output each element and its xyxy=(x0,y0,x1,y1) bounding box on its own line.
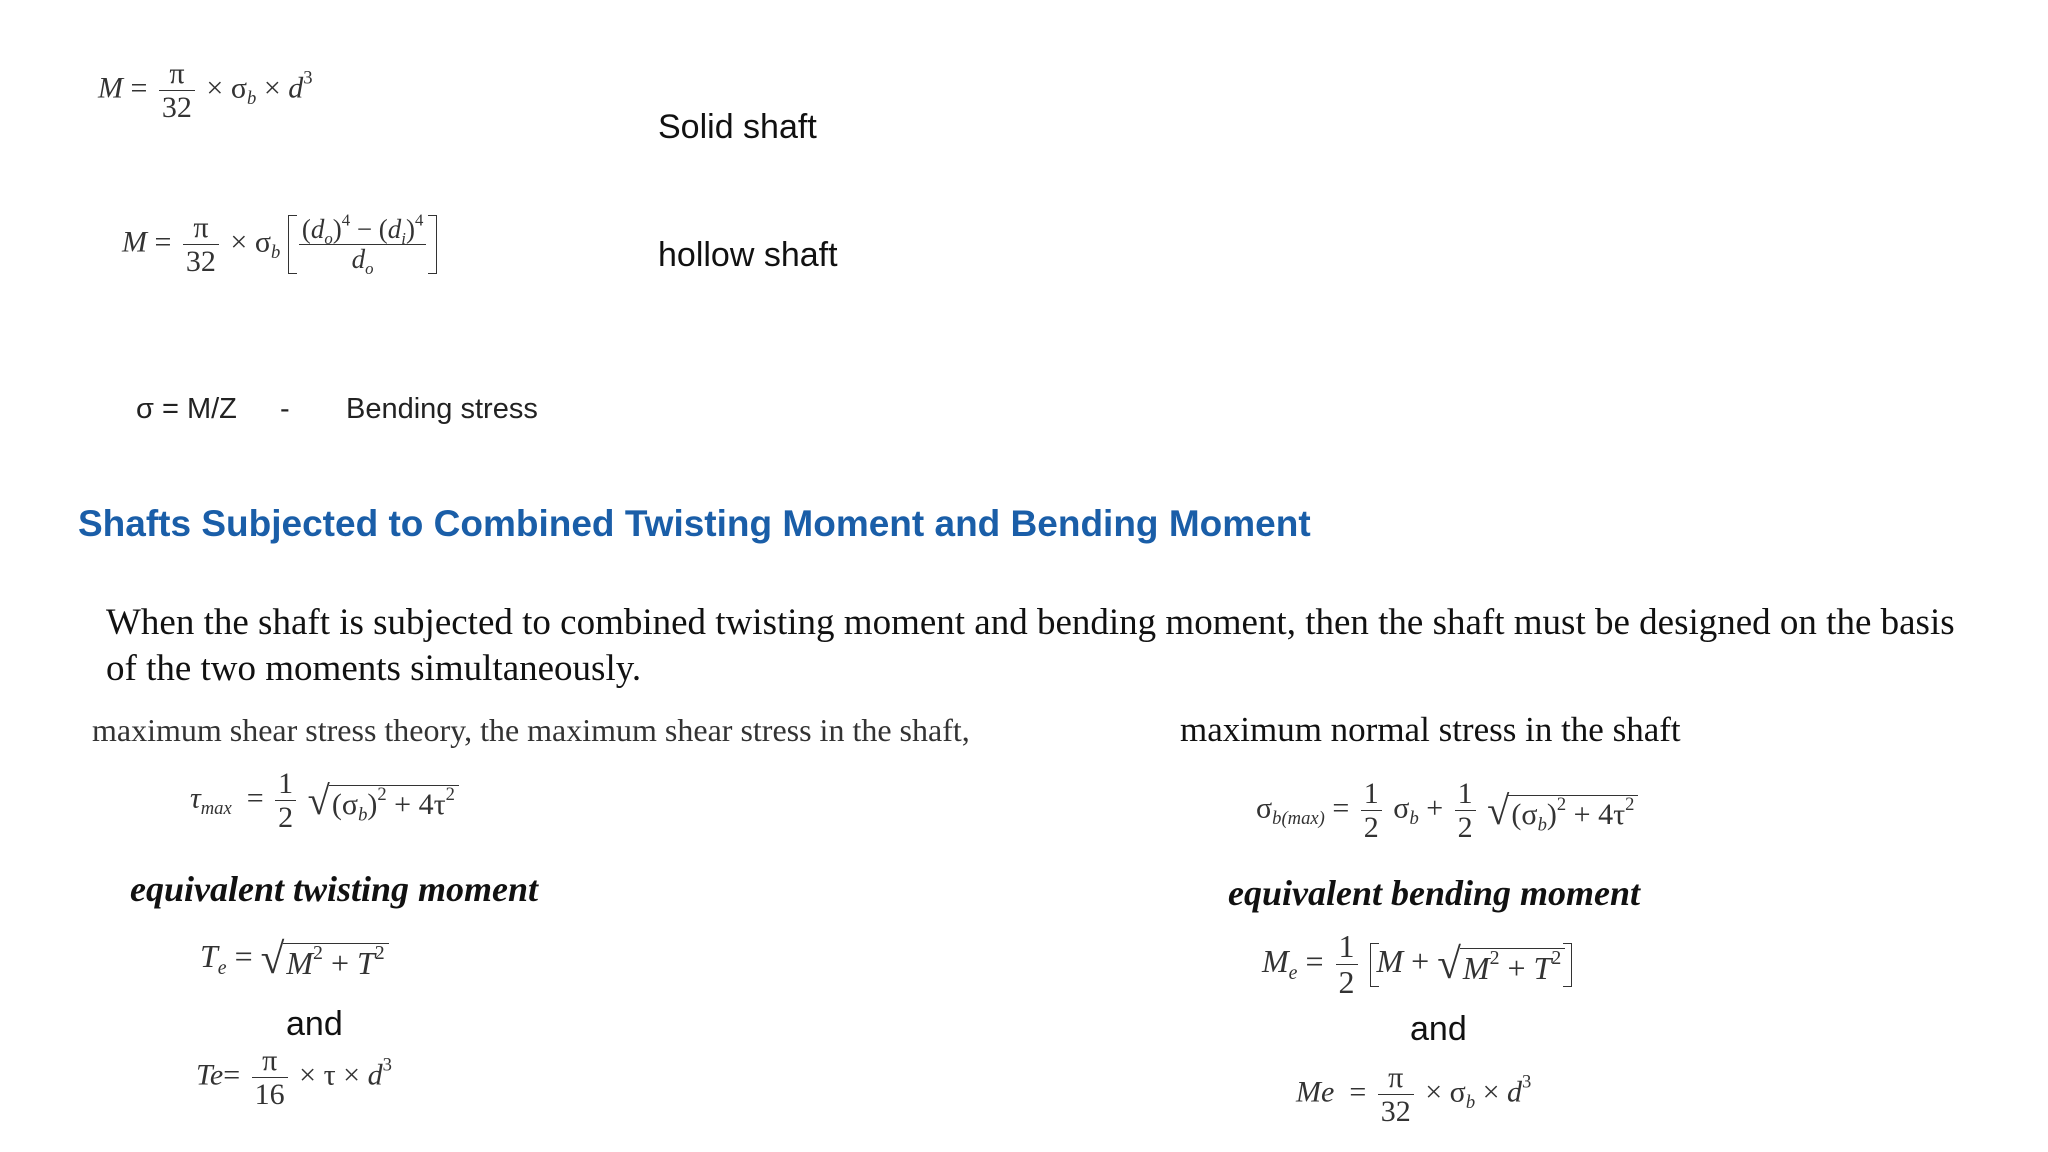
formula-me: $M_e$ = $\frac{1}{2}$ M + √ $M^2 + T^2$ xyxy=(1262,930,1572,1000)
normal-stress-text: maximum normal stress in the shaft xyxy=(1180,710,1681,749)
solid-shaft-label: Solid shaft xyxy=(658,108,817,146)
equiv-bending-title: equivalent bending moment xyxy=(1228,873,1641,913)
formula-hollow-shaft: M = $\frac{\pi}{32}$ × $\sigma_b$ $\frac{(d_o)^4 - (d_i)^4}{d_o}$ xyxy=(122,212,437,278)
hollow-shaft-label: hollow shaft xyxy=(658,236,838,274)
formula-sigma-bmax: $\sigma_{b(max)}$ = $\frac{1}{2}$ $\sigma_b$ + $\frac{1}{2}$ √ $(\sigma_b)^2 + 4\tau^2$ xyxy=(1256,778,1638,844)
dash-separator: - xyxy=(280,393,290,425)
formula-me-sigma: Me = $\frac{\pi}{32}$ × $\sigma_b \times d^3$ xyxy=(1296,1061,1532,1128)
and-right: and xyxy=(1410,1010,1467,1048)
shear-theory-text: maximum shear stress theory, the maximum shear stress in the shaft, xyxy=(92,712,970,748)
formula-tau-max: $\tau_{max}$ = $\frac{1}{2}$ √ $(\sigma_b)^2 + 4\tau^2$ xyxy=(190,768,459,834)
sigma-equation: σ = M/Z xyxy=(136,393,237,425)
formula-te: $T_e$ = √ $M^2 + T^2$ xyxy=(200,938,389,981)
formula-solid-shaft: M = $\frac{\pi}{32}$ × $\sigma_b \times d^3$ xyxy=(98,57,313,124)
formula-te-tau: Te= $\frac{\pi}{16}$ × $\tau \times d^3$ xyxy=(196,1044,392,1111)
equiv-twisting-title: equivalent twisting moment xyxy=(130,869,539,909)
bending-stress-label: Bending stress xyxy=(346,393,538,425)
intro-paragraph: When the shaft is subjected to combined twisting moment and bending moment, then the shaft must be designed on the basis of the two moments simultaneously. xyxy=(106,602,1955,689)
section-heading: Shafts Subjected to Combined Twisting Moment and Bending Moment xyxy=(78,503,1311,544)
and-left: and xyxy=(286,1005,343,1043)
